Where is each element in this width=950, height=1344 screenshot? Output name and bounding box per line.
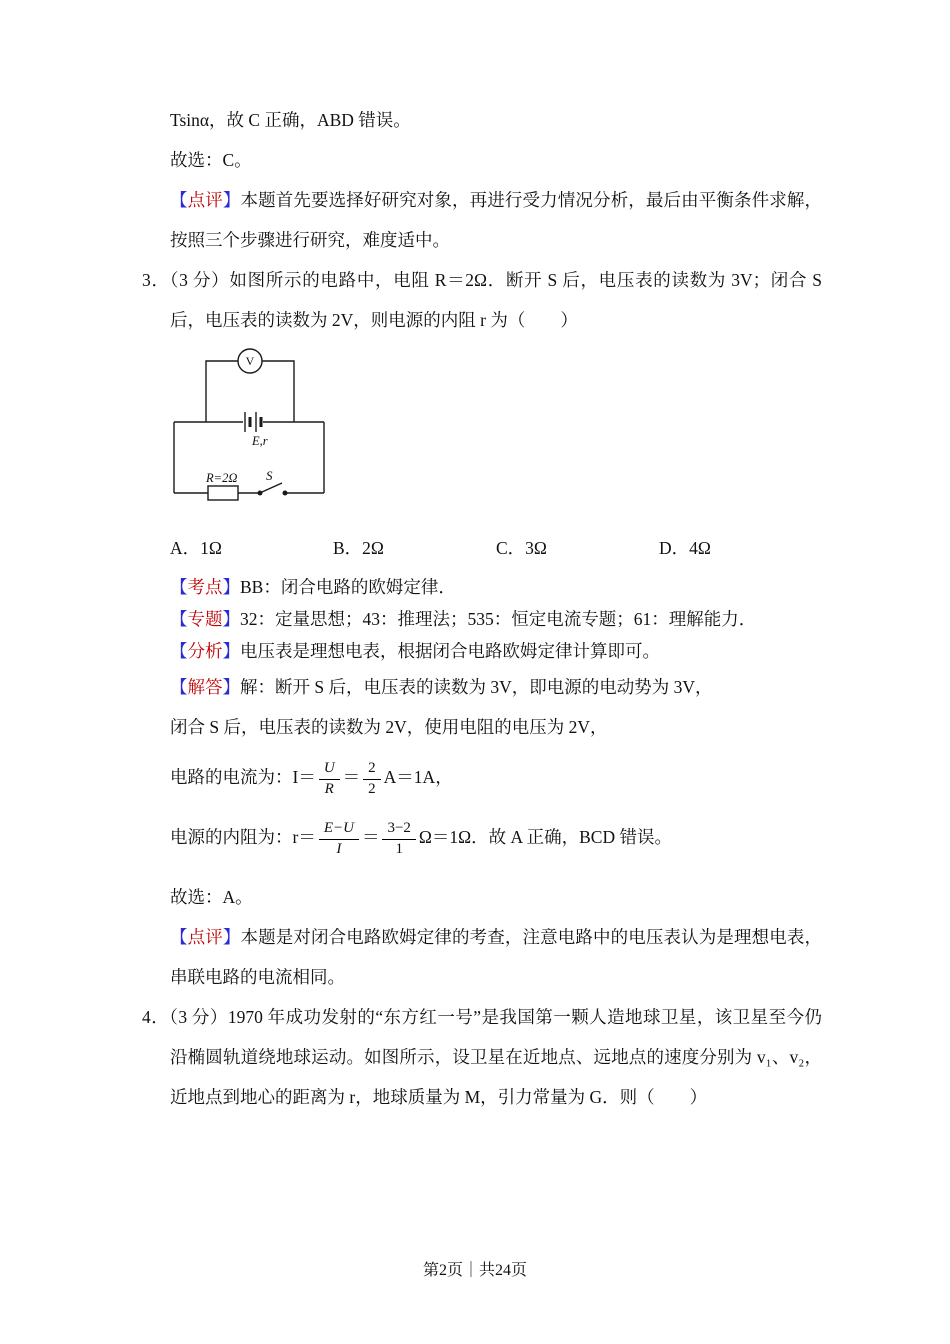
equals-sign: ＝ bbox=[298, 767, 316, 787]
question-number: 3． bbox=[142, 270, 170, 290]
fraction-numerator: E−U bbox=[319, 819, 359, 840]
analysis-paragraph bbox=[170, 635, 822, 667]
fraction-numerator: 2 bbox=[363, 759, 381, 780]
text: 故选：A。 bbox=[170, 887, 253, 908]
switch-contact-right bbox=[283, 491, 287, 495]
text: Tsinα，故 C 正确，ABD 错误。 bbox=[170, 110, 411, 130]
equals-sign: ＝ bbox=[342, 767, 361, 787]
knowledge-point-text: BB：闭合电路的欧姆定律． bbox=[240, 577, 456, 597]
voltmeter-left-wire bbox=[206, 361, 238, 422]
resistance-equation-line bbox=[170, 817, 822, 859]
option-b: B．2Ω bbox=[333, 538, 384, 558]
option-c: C．3Ω bbox=[496, 538, 547, 558]
fraction-denominator: R bbox=[324, 780, 334, 797]
fraction-denominator: I bbox=[336, 841, 342, 858]
topic-paragraph bbox=[170, 603, 822, 635]
voltmeter-right-wire bbox=[262, 361, 294, 422]
battery-label: E,r bbox=[252, 434, 268, 448]
question-number: 4． bbox=[142, 1007, 170, 1028]
tag-label-kaodian: 考点 bbox=[187, 577, 223, 597]
tag-close-bracket: 】 bbox=[222, 677, 240, 697]
switch-blade bbox=[262, 483, 282, 492]
equals-sign: ＝ bbox=[361, 827, 380, 848]
circuit-figure bbox=[172, 344, 822, 517]
comment-text: 本题是对闭合电路欧姆定律的考查，注意电路中的电压表认为是理想电表，串联电路的电流相同。 bbox=[170, 927, 822, 988]
tag-label-zhuanti: 专题 bbox=[187, 609, 223, 629]
resistor-label: R=2Ω bbox=[206, 471, 238, 485]
tag-close-bracket: 】 bbox=[222, 577, 240, 597]
equation-prefix: 电路的电流为：I bbox=[170, 767, 299, 787]
switch-label: S bbox=[266, 468, 273, 483]
tag-close-bracket: 】 bbox=[222, 609, 240, 629]
tag-label-jieda: 解答 bbox=[187, 677, 223, 697]
tag-open-bracket: 【 bbox=[170, 677, 188, 697]
page-content bbox=[142, 100, 823, 1117]
tag-open-bracket: 【 bbox=[170, 641, 188, 661]
text: 故选：C。 bbox=[170, 150, 252, 170]
circuit-diagram bbox=[172, 344, 342, 512]
comment-paragraph bbox=[170, 180, 822, 260]
tag-open-bracket: 【 bbox=[170, 190, 188, 210]
tag-close-bracket: 】 bbox=[222, 641, 240, 661]
text: 闭合 S 后，电压表的读数为 2V，使用电阻的电压为 2V， bbox=[170, 717, 608, 737]
equation-prefix: 电源的内阻为：r bbox=[170, 827, 299, 848]
equation-suffix: A＝1A， bbox=[383, 767, 453, 787]
fraction-numerator: U bbox=[319, 759, 340, 780]
solution-paragraph bbox=[170, 667, 822, 707]
solution-line-1: 解：断开 S 后，电压表的读数为 3V，即电源的电动势为 3V， bbox=[240, 677, 713, 697]
question-text: 如图所示的电路中，电阻 R＝2Ω．断开 S 后，电压表的读数为 3V；闭合 S 后，电压表的读数为 2V，则电源的内阻 r 为（ ） bbox=[170, 270, 823, 330]
equation-suffix: Ω＝1Ω．故 A 正确，BCD 错误。 bbox=[418, 827, 672, 848]
fraction-u-over-r bbox=[319, 759, 340, 800]
question-3-stem bbox=[142, 260, 823, 340]
fraction-2-over-2 bbox=[363, 759, 381, 800]
analysis-text: 电压表是理想电表，根据闭合电路欧姆定律计算即可。 bbox=[240, 641, 660, 661]
fraction-3-minus-2-over-1 bbox=[382, 819, 415, 860]
comment-text: 本题首先要选择好研究对象，再进行受力情况分析，最后由平衡条件求解，按照三个步骤进行研究，难度适中。 bbox=[170, 190, 822, 250]
tag-close-bracket: 】 bbox=[222, 190, 241, 210]
resistor-box bbox=[208, 486, 238, 500]
knowledge-point-paragraph bbox=[170, 571, 822, 603]
question-4-stem bbox=[142, 997, 823, 1117]
option-a: A．1Ω bbox=[170, 538, 222, 558]
fraction-numerator: 3−2 bbox=[382, 819, 415, 840]
answer-choice-line bbox=[170, 140, 822, 180]
question-3-options bbox=[170, 525, 822, 571]
tag-label-fenxi: 分析 bbox=[187, 641, 223, 661]
answer-choice-line bbox=[170, 877, 822, 917]
tag-open-bracket: 【 bbox=[170, 927, 188, 948]
tag-open-bracket: 【 bbox=[170, 577, 188, 597]
option-d: D．4Ω bbox=[659, 538, 711, 558]
current-equation-line bbox=[170, 757, 822, 799]
solution-line-2 bbox=[170, 707, 822, 747]
fraction-emf-minus-u-over-i bbox=[319, 819, 359, 860]
question-score: （3 分） bbox=[169, 270, 230, 290]
tag-label-comment: 点评 bbox=[187, 190, 223, 210]
page-number-text: 第2页｜共24页 bbox=[422, 1262, 527, 1279]
switch-contact-left bbox=[258, 491, 262, 495]
fraction-denominator: 1 bbox=[395, 841, 403, 858]
voltmeter-label: V bbox=[245, 354, 255, 368]
question-score: （3 分） bbox=[169, 1007, 228, 1028]
text-line bbox=[170, 100, 822, 140]
equals-sign: ＝ bbox=[298, 827, 316, 848]
tag-close-bracket: 】 bbox=[222, 927, 241, 948]
tag-open-bracket: 【 bbox=[170, 609, 188, 629]
fraction-denominator: 2 bbox=[368, 780, 376, 797]
tag-label-dianping: 点评 bbox=[187, 927, 223, 948]
topic-text: 32：定量思想；43：推理法；535：恒定电流专题；61：理解能力． bbox=[240, 609, 757, 629]
question-text: 1970 年成功发射的“东方红一号”是我国第一颗人造地球卫星，该卫星至今仍沿椭圆轨道绕地球运动。如图所示，设卫星在近地点、远地点的速度分别为 v₁、v₂，近地点到地心的距离为 r，地球质量为 M，引力常量为 G．则（ ） bbox=[170, 1007, 823, 1108]
comment-paragraph bbox=[170, 917, 822, 997]
page-footer bbox=[0, 1257, 950, 1280]
